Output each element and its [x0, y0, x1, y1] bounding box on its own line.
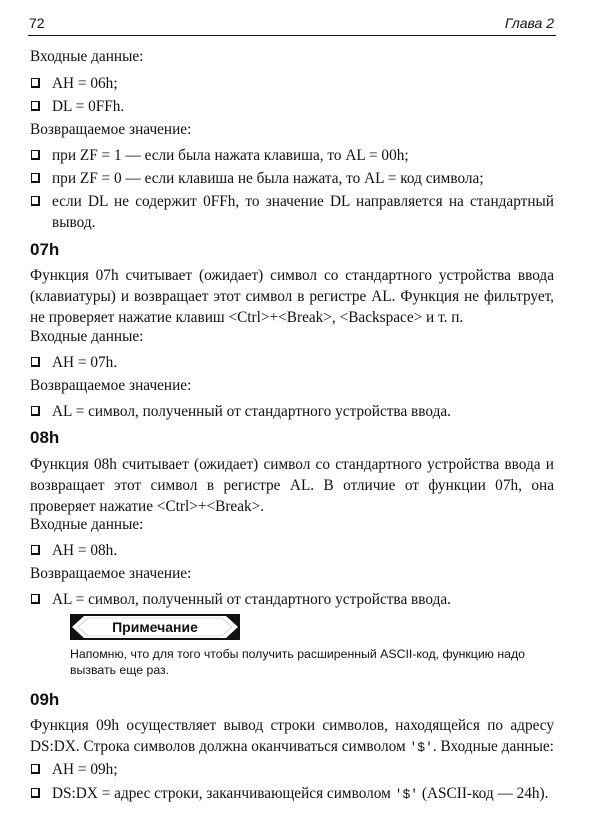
section-description: Функция 07h считывает (ожидает) символ со стандартного устройства ввода (клавиатуры) и возвращает этот символ в регистре AL. Функция не фильтрует, не проверяет нажатие клавиш <Ctrl>+<Break>, <Backspace> и т. п. — [30, 267, 554, 326]
note-text: Напомню, что для того чтобы получить расширенный ASCII-код, функцию надо вызвать еще раз. — [70, 647, 525, 677]
section-heading-09h: 09h — [30, 690, 60, 709]
return-label: Возвращаемое значение: — [30, 377, 192, 394]
list-item: AH = 06h; — [30, 73, 554, 94]
note-banner — [70, 614, 240, 640]
code-dollar: '$' — [409, 740, 433, 755]
square-bullet-icon — [31, 764, 40, 774]
section-heading-07h: 07h — [30, 240, 60, 259]
square-bullet-icon — [31, 545, 40, 555]
square-bullet-icon — [31, 173, 40, 183]
code-dollar: '$' — [394, 787, 419, 802]
chapter-title: Глава 2 — [504, 15, 554, 31]
list-item: AH = 07h. — [30, 352, 554, 373]
square-bullet-icon — [31, 78, 40, 88]
square-bullet-icon — [31, 150, 40, 160]
square-bullet-icon — [31, 406, 40, 416]
page-number: 72 — [29, 15, 45, 31]
square-bullet-icon — [31, 101, 40, 111]
section-description: Функция 08h считывает (ожидает) символ со стандартного устройства ввода и возвращает этот символ в регистре AL. В отличие от функции 07h, она проверяет нажатие <Ctrl>+<Break>. — [30, 456, 554, 515]
list-item: при ZF = 0 — если клавиша не была нажата, то AL = код символа; — [30, 168, 554, 189]
list-item: при ZF = 1 — если была нажата клавиша, то AL = 00h; — [30, 145, 554, 166]
list-item: AL = символ, полученный от стандартного устройства ввода. — [30, 589, 554, 610]
square-bullet-icon — [31, 196, 40, 206]
list-item: AH = 08h. — [30, 540, 554, 561]
return-label: Возвращаемое значение: — [30, 565, 192, 582]
input-label: Входные данные: — [30, 516, 144, 533]
section-description: Функция 09h осуществляет вывод строки символов, находящейся по адресу DS:DX. Строка символов должна оканчиваться символом '$'. Входные данные: — [30, 717, 554, 755]
input-label: Входные данные: — [30, 48, 144, 65]
square-bullet-icon — [31, 788, 40, 798]
square-bullet-icon — [31, 357, 40, 367]
list-item: AH = 09h; — [30, 759, 554, 780]
list-item: DL = 0FFh. — [30, 96, 554, 117]
input-label: Входные данные: — [30, 328, 144, 345]
square-bullet-icon — [31, 594, 40, 604]
list-item: DS:DX = адрес строки, заканчивающейся символом '$' (ASCII-код — 24h). — [30, 783, 554, 805]
return-label: Возвращаемое значение: — [30, 121, 192, 138]
section-heading-08h: 08h — [30, 428, 60, 447]
note-title: Примечание — [112, 619, 198, 635]
list-item: AL = символ, полученный от стандартного устройства ввода. — [30, 401, 554, 422]
running-head — [28, 13, 556, 36]
list-item: если DL не содержит 0FFh, то значение DL направляется на стандартный вывод. — [30, 191, 554, 233]
